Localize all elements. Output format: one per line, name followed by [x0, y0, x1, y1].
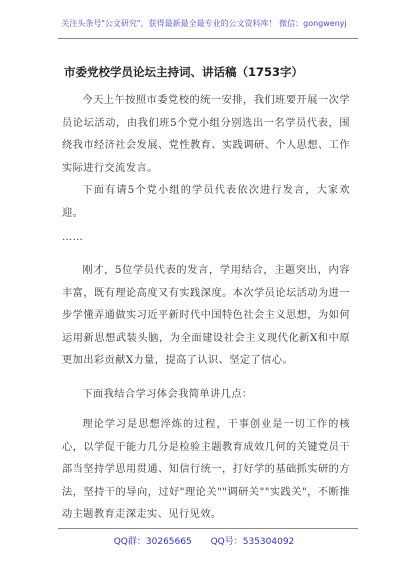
qq-number: QQ号：535304092 — [210, 537, 295, 547]
paragraph-ellipsis: …… — [62, 232, 84, 243]
paragraph-invite: 下面有请5个党小组的学员代表依次进行发言，大家欢迎。 — [62, 185, 350, 219]
document-title: 市委党校学员论坛主持词、讲话稿（1753字） — [64, 65, 304, 79]
paragraph-summary: 刚才，5位学员代表的发言，学用结合，主题突出，内容丰富，既有理论高度又有实践深度。本次学员论坛活动为进一步学懂弄通做实习近平新时代中国特色社会主义思想，为如何运用新思想武装头脑，为全面建设社会主义现代化新X和中原更加出彩贡献X力量，提高了认识、坚定了信心。 — [62, 265, 350, 366]
header-banner: 关注头条号"公文研究"，获得最新最全最专业的公文资料库！ 微信：gongwenyj — [61, 19, 347, 28]
paragraph-intro: 今天上午按照市委党校的统一安排，我们班要开展一次学员论坛活动，由我们班5个党小组分别选出一名学员代表，围绕我市经济社会发展、党性教育、实践调研、个人思想、工作实际进行交流发言。 — [62, 95, 350, 174]
qq-group-number: QQ群：30265665 — [113, 537, 192, 547]
header-divider — [58, 38, 358, 39]
paragraph-theory: 理论学习是思想淬炼的过程，干事创业是一切工作的核心，以学促干能力几分是检验主题教育成效几何的关键党员干部当坚持学思用贯通、知信行统一，打好学的基础抓实研的方法，坚持干的导向，过好"理论关""调研关""实践关"，不断推动主题教育走深走实、见行见效。 — [62, 419, 350, 520]
footer-divider — [58, 528, 358, 529]
footer — [0, 534, 408, 547]
paragraph-points-intro: 下面我结合学习体会我简单讲几点： — [82, 389, 253, 400]
